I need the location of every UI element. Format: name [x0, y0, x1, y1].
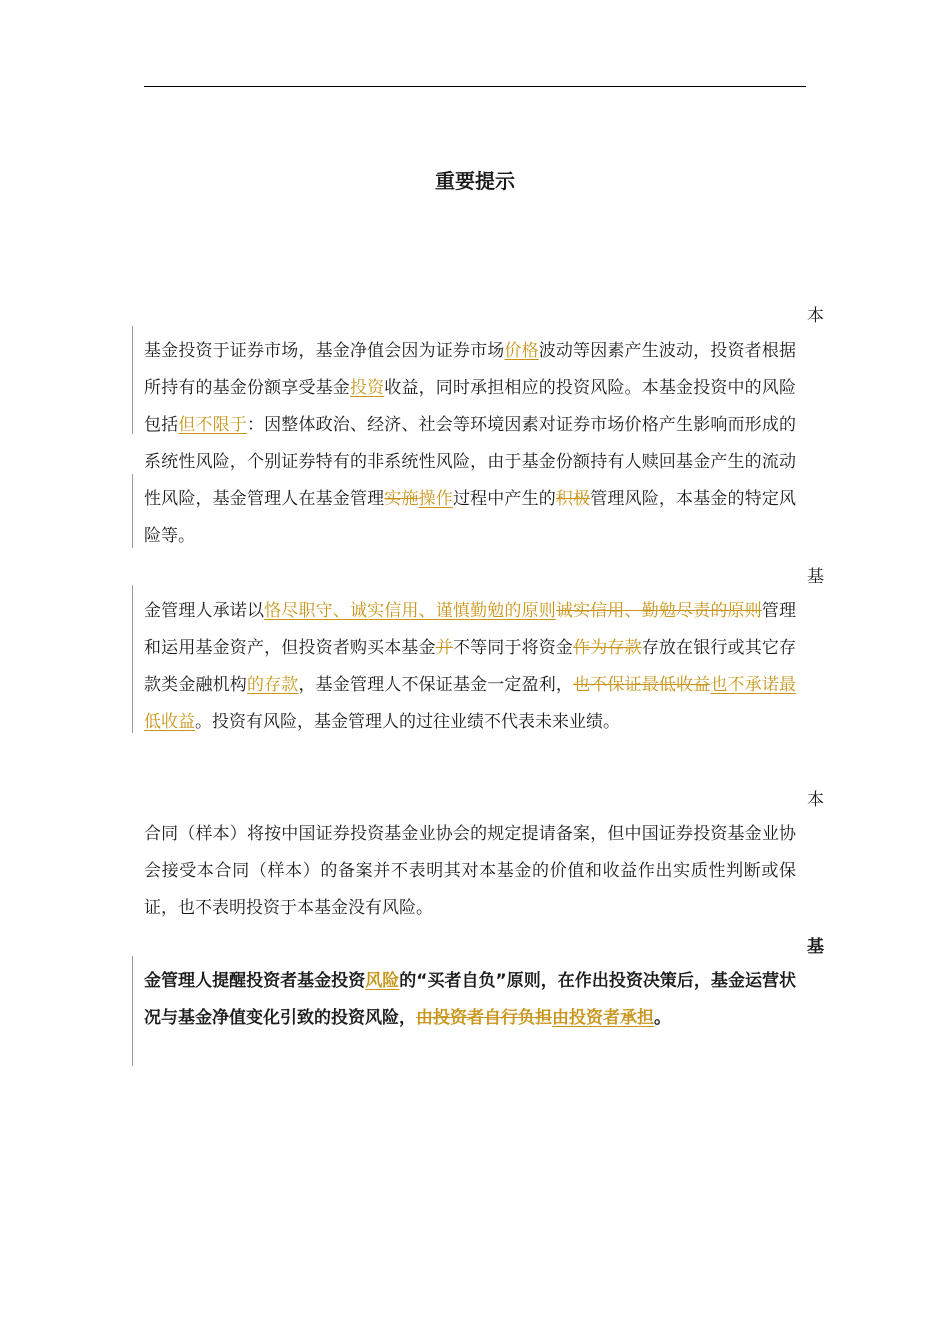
text-run: ：因整体政治、经济、社会等环境因素对证券市场价格产生影响而形成的系统性风险，个别证券特有的非系统性风险，由于基金份额持有人赎回基金产生的流动性风险，基金管理人在基金管理 — [144, 415, 797, 509]
inserted-text: 恪尽职守、诚实信用、谨慎勤勉的原则 — [264, 601, 556, 621]
deleted-text: 实施 — [384, 489, 419, 509]
text-run: 过程中产生的 — [452, 489, 556, 509]
paragraph-lead-char: 基 — [807, 937, 824, 957]
text-run: ，基金管理人不保证基金一定盈利， — [298, 675, 574, 695]
paragraph-fund-investment-risk — [144, 333, 796, 555]
inserted-text: 但不限于 — [178, 415, 247, 435]
page-title: 重要提示 — [435, 169, 515, 193]
text-run: 的“买者自负”原则，在作出投资决策后，基金运营状况与基金净值变化引致的投资风险， — [144, 971, 796, 1028]
text-run: 基金投资于证券市场，基金净值会因为证券市场 — [144, 341, 505, 361]
paragraph-contract-filing — [144, 816, 796, 927]
inserted-text: 也不承诺最低收益 — [144, 675, 797, 732]
deleted-text: 积极 — [555, 489, 591, 509]
paragraph-lead-char: 基 — [807, 567, 824, 587]
text-run: 合同（样本）将按中国证券投资基金业协会的规定提请备案，但中国证券投资基金业协会接受本合同（样本）的备案并不表明其对本基金的价值和收益作出实质性判断或保证，也不表明投资于本基金没有风险。 — [144, 824, 796, 918]
text-run: 存放在银行或其它存款类金融机构 — [144, 638, 797, 695]
paragraph-lead-char: 本 — [807, 790, 824, 810]
deleted-text: 由投资者自行负担 — [416, 1008, 552, 1028]
text-run: 不等同于将资金 — [452, 638, 574, 658]
paragraph-lead-char: 本 — [807, 306, 824, 326]
text-run: 金管理人提醒投资者基金投资 — [144, 971, 366, 991]
deleted-text: 也不保证最低收益 — [573, 675, 711, 695]
inserted-text: 由投资者承担 — [552, 1008, 654, 1028]
deleted-text: 诚实信用、勤勉尽责的原则 — [555, 601, 762, 621]
text-run: 波动等因素产生波动，投资者根据所持有的基金份额享受基金 — [144, 341, 797, 398]
deleted-text: 作为存款 — [573, 638, 642, 658]
deleted-text: 并 — [435, 638, 453, 658]
inserted-text: 价格 — [504, 341, 539, 361]
inserted-text: 操作 — [418, 489, 453, 509]
change-bar — [132, 956, 133, 1066]
change-bar — [132, 585, 133, 733]
text-run: 。投资有风险，基金管理人的过往业绩不代表未来业绩。 — [195, 712, 620, 732]
text-run: 。 — [654, 1008, 671, 1028]
paragraph-manager-commitment — [144, 593, 796, 741]
text-run: 管理和运用基金资产，但投资者购买本基金 — [144, 601, 797, 658]
inserted-text: 风险 — [365, 971, 400, 991]
inserted-text: 的存款 — [246, 675, 299, 695]
inserted-text: 投资 — [349, 378, 385, 398]
paragraph-buyer-beware — [144, 963, 796, 1037]
header-rule — [144, 86, 806, 87]
change-bar — [132, 326, 133, 434]
text-run: 金管理人承诺以 — [144, 601, 265, 621]
text-run: 管理风险，本基金的特定风险等。 — [144, 489, 797, 546]
change-bar — [132, 474, 133, 548]
text-run: 收益，同时承担相应的投资风险。本基金投资中的风险包括 — [144, 378, 797, 435]
